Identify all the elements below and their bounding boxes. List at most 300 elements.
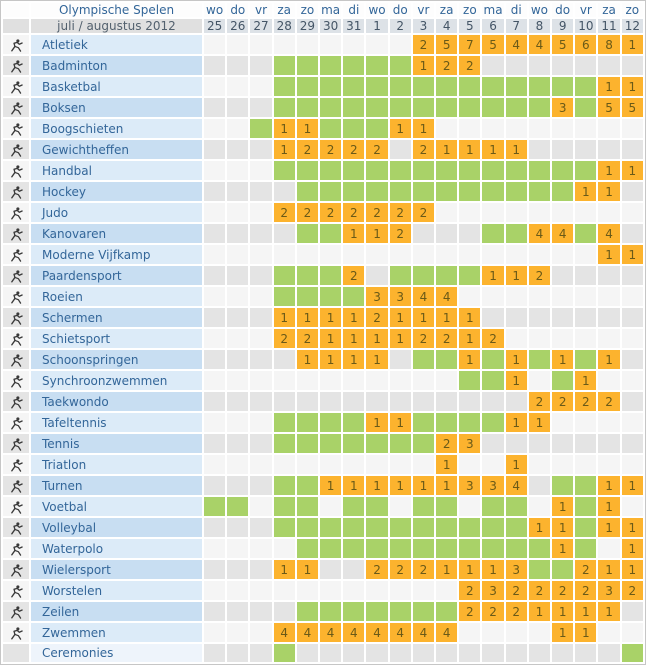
schedule-cell-di7 [506, 245, 527, 264]
schedule-cell-zo12 [622, 455, 643, 474]
schedule-cell-vr3: 1 [413, 308, 434, 327]
schedule-cell-wo1 [366, 602, 387, 621]
triathlon-icon [9, 458, 24, 473]
schedule-cell-ma30 [320, 161, 341, 180]
schedule-cell-ma6 [482, 644, 503, 662]
schedule-cell-do9 [552, 560, 573, 579]
schedule-cell-zo12 [622, 434, 643, 453]
schedule-cell-ma30 [320, 182, 341, 201]
schedule-cell-zo5 [459, 245, 480, 264]
schedule-cell-wo8: 1 [529, 602, 550, 621]
schedule-cell-vr10: 2 [575, 581, 596, 600]
schedule-cell-wo25 [204, 161, 225, 180]
schedule-cell-vr10 [575, 644, 596, 662]
schedule-cell-za4: 1 [436, 560, 457, 579]
swimming-icon [3, 623, 29, 642]
schedule-cell-vr3: 1 [413, 119, 434, 138]
schedule-cell-di7 [506, 182, 527, 201]
table-tennis-icon [9, 416, 24, 431]
schedule-cell-ma6 [482, 98, 503, 117]
schedule-cell-za11 [598, 623, 619, 642]
schedule-cell-zo29 [297, 434, 318, 453]
schedule-cell-zo29 [297, 182, 318, 201]
schedule-cell-do2 [390, 182, 411, 201]
schedule-cell-za4 [436, 497, 457, 516]
schedule-cell-vr27 [250, 203, 271, 222]
schedule-cell-do26 [227, 266, 248, 285]
schedule-cell-za11: 1 [598, 476, 619, 495]
schedule-cell-zo5: 1 [459, 140, 480, 159]
schedule-cell-di7 [506, 98, 527, 117]
diving-icon [3, 350, 29, 369]
schedule-cell-ma30 [320, 434, 341, 453]
wrestling-icon [9, 584, 24, 599]
schedule-cell-di31 [343, 518, 364, 537]
fencing-icon [9, 311, 24, 326]
schedule-cell-zo12 [622, 371, 643, 390]
schedule-cell-za4 [436, 350, 457, 369]
schedule-cell-do26 [227, 560, 248, 579]
schedule-cell-do9 [552, 56, 573, 75]
schedule-cell-vr10: 2 [575, 560, 596, 579]
schedule-cell-wo25 [204, 287, 225, 306]
schedule-cell-wo25 [204, 623, 225, 642]
schedule-cell-za28 [274, 371, 295, 390]
schedule-cell-wo1 [366, 392, 387, 411]
schedule-cell-ma30 [320, 119, 341, 138]
schedule-cell-do2 [390, 98, 411, 117]
schedule-body [3, 35, 643, 662]
schedule-cell-ma30 [320, 497, 341, 516]
schedule-cell-za11 [598, 308, 619, 327]
schedule-cell-di7 [506, 119, 527, 138]
sport-row-schoonspringen [3, 350, 643, 369]
schedule-cell-za4 [436, 413, 457, 432]
schedule-cell-zo12: 1 [622, 161, 643, 180]
schedule-cell-za4 [436, 182, 457, 201]
table-subtitle: juli / augustus 2012 [31, 19, 202, 33]
schedule-cell-zo5 [459, 287, 480, 306]
schedule-cell-wo1 [366, 98, 387, 117]
sport-label: Badminton [31, 56, 202, 75]
schedule-cell-do2: 1 [390, 476, 411, 495]
schedule-cell-do26 [227, 308, 248, 327]
table-title: Olympische Spelen [31, 3, 202, 17]
schedule-cell-di31 [343, 182, 364, 201]
sport-label: Boksen [31, 98, 202, 117]
schedule-cell-wo1: 3 [366, 287, 387, 306]
schedule-cell-vr27 [250, 497, 271, 516]
day-header-ma-6: ma [483, 3, 503, 17]
schedule-cell-za28: 1 [274, 140, 295, 159]
schedule-cell-di7: 1 [506, 371, 527, 390]
schedule-cell-di7 [506, 434, 527, 453]
schedule-cell-wo25 [204, 182, 225, 201]
schedule-cell-za4 [436, 203, 457, 222]
schedule-cell-di31 [343, 497, 364, 516]
schedule-cell-za28 [274, 350, 295, 369]
schedule-cell-za4 [436, 644, 457, 662]
schedule-cell-vr27 [250, 455, 271, 474]
schedule-cell-ma30 [320, 56, 341, 75]
schedule-cell-za11 [598, 455, 619, 474]
schedule-cell-zo12 [622, 602, 643, 621]
sport-label: Waterpolo [31, 539, 202, 558]
schedule-cell-di31 [343, 455, 364, 474]
schedule-cell-do2: 3 [390, 287, 411, 306]
sport-row-worstelen [3, 581, 643, 600]
schedule-cell-di7: 2 [506, 581, 527, 600]
schedule-cell-wo25 [204, 140, 225, 159]
schedule-cell-vr27 [250, 98, 271, 117]
schedule-cell-zo12: 1 [622, 518, 643, 537]
schedule-cell-do2 [390, 266, 411, 285]
sport-row-atletiek [3, 35, 643, 54]
schedule-cell-di31 [343, 581, 364, 600]
schedule-cell-ma6 [482, 224, 503, 243]
schedule-cell-zo12: 1 [622, 560, 643, 579]
schedule-cell-di31: 1 [343, 308, 364, 327]
sport-label: Worstelen [31, 581, 202, 600]
schedule-cell-zo5: 1 [459, 308, 480, 327]
schedule-cell-za4 [436, 392, 457, 411]
sport-label: Volleybal [31, 518, 202, 537]
shooting-icon [3, 329, 29, 348]
schedule-cell-wo8 [529, 560, 550, 579]
day-header-wo-8: wo [529, 3, 550, 17]
schedule-cell-do2 [390, 518, 411, 537]
tennis-icon [9, 437, 24, 452]
schedule-cell-di7 [506, 392, 527, 411]
schedule-cell-wo1 [366, 455, 387, 474]
schedule-cell-vr3: 4 [413, 287, 434, 306]
schedule-cell-ma6 [482, 455, 503, 474]
schedule-cell-za11: 4 [598, 224, 619, 243]
schedule-cell-do9 [552, 203, 573, 222]
schedule-cell-ma6: 5 [482, 35, 503, 54]
schedule-cell-ma30 [320, 602, 341, 621]
schedule-cell-wo1 [366, 161, 387, 180]
schedule-cell-do26 [227, 518, 248, 537]
schedule-cell-wo1 [366, 182, 387, 201]
day-header-za-4: za [436, 3, 457, 17]
schedule-cell-wo1 [366, 434, 387, 453]
schedule-cell-vr27 [250, 476, 271, 495]
schedule-cell-ma30: 2 [320, 140, 341, 159]
schedule-cell-za11 [598, 371, 619, 390]
schedule-cell-vr27 [250, 602, 271, 621]
schedule-cell-za28: 2 [274, 203, 295, 222]
schedule-cell-vr27 [250, 392, 271, 411]
date-header-7: 7 [506, 19, 527, 33]
schedule-cell-ma30 [320, 581, 341, 600]
date-header-2: 2 [390, 19, 411, 33]
schedule-cell-vr3 [413, 497, 434, 516]
schedule-cell-do9 [552, 371, 573, 390]
schedule-cell-wo25 [204, 203, 225, 222]
date-header-27: 27 [250, 19, 271, 33]
schedule-cell-vr3 [413, 350, 434, 369]
sport-row-boogschieten [3, 119, 643, 138]
day-header-zo-29: zo [297, 3, 318, 17]
schedule-cell-zo12 [622, 287, 643, 306]
schedule-cell-do26 [227, 623, 248, 642]
schedule-cell-wo8: 2 [529, 266, 550, 285]
judo-icon [9, 206, 24, 221]
schedule-cell-ma30 [320, 245, 341, 264]
schedule-cell-wo25 [204, 518, 225, 537]
day-header-za-11: za [598, 3, 619, 17]
schedule-cell-do9 [552, 434, 573, 453]
day-header-do-9: do [552, 3, 573, 17]
schedule-cell-vr10 [575, 266, 596, 285]
day-header-zo-5: zo [459, 3, 480, 17]
schedule-cell-ma6: 2 [482, 329, 503, 348]
schedule-cell-do26 [227, 98, 248, 117]
schedule-cell-vr3: 1 [413, 56, 434, 75]
sport-label: Gewichtheffen [31, 140, 202, 159]
day-header-do-26: do [227, 3, 248, 17]
schedule-cell-di7 [506, 518, 527, 537]
schedule-cell-zo12 [622, 392, 643, 411]
schedule-cell-vr27 [250, 245, 271, 264]
sport-label: Zwemmen [31, 623, 202, 642]
sport-row-tennis [3, 434, 643, 453]
schedule-cell-do9 [552, 287, 573, 306]
sport-label: Basketbal [31, 77, 202, 96]
schedule-cell-ma30 [320, 35, 341, 54]
schedule-cell-do2 [390, 539, 411, 558]
sport-row-basketbal [3, 77, 643, 96]
schedule-cell-vr10 [575, 224, 596, 243]
schedule-cell-wo1 [366, 245, 387, 264]
schedule-cell-wo25 [204, 434, 225, 453]
schedule-cell-di7 [506, 161, 527, 180]
schedule-cell-za28 [274, 539, 295, 558]
schedule-cell-ma30 [320, 98, 341, 117]
schedule-cell-vr10 [575, 203, 596, 222]
equestrian-icon [3, 266, 29, 285]
schedule-cell-vr3: 2 [413, 329, 434, 348]
schedule-cell-di7 [506, 77, 527, 96]
sport-label: Zeilen [31, 602, 202, 621]
schedule-cell-do26 [227, 35, 248, 54]
schedule-cell-za4: 2 [436, 56, 457, 75]
schedule-cell-do9: 5 [552, 35, 573, 54]
schedule-cell-vr27 [250, 371, 271, 390]
schedule-cell-di31 [343, 392, 364, 411]
schedule-cell-ma30 [320, 413, 341, 432]
schedule-cell-zo12 [622, 644, 643, 662]
schedule-cell-vr27 [250, 329, 271, 348]
schedule-cell-za4 [436, 161, 457, 180]
equestrian-icon [9, 269, 24, 284]
schedule-cell-zo29 [297, 539, 318, 558]
schedule-cell-zo12: 2 [622, 581, 643, 600]
day-header-wo-25: wo [204, 3, 225, 17]
schedule-cell-wo1 [366, 581, 387, 600]
schedule-cell-zo5 [459, 371, 480, 390]
schedule-cell-zo12 [622, 266, 643, 285]
schedule-cell-wo25 [204, 266, 225, 285]
schedule-cell-ma6: 3 [482, 476, 503, 495]
modern-pentathlon-icon [9, 248, 24, 263]
schedule-cell-di31 [343, 56, 364, 75]
schedule-cell-zo5 [459, 455, 480, 474]
schedule-cell-za11: 2 [598, 392, 619, 411]
schedule-cell-zo5 [459, 539, 480, 558]
schedule-cell-do26 [227, 140, 248, 159]
schedule-cell-za11: 1 [598, 497, 619, 516]
schedule-cell-vr3 [413, 518, 434, 537]
schedule-cell-zo12: 5 [622, 98, 643, 117]
sport-label: Moderne Vijfkamp [31, 245, 202, 264]
schedule-cell-za4 [436, 266, 457, 285]
schedule-cell-wo1: 2 [366, 308, 387, 327]
schedule-cell-do26 [227, 350, 248, 369]
schedule-cell-za4: 1 [436, 455, 457, 474]
schedule-cell-zo29: 2 [297, 203, 318, 222]
synchronized-swimming-icon [3, 371, 29, 390]
schedule-cell-zo12 [622, 140, 643, 159]
schedule-cell-do26 [227, 182, 248, 201]
schedule-cell-do26 [227, 392, 248, 411]
schedule-cell-wo25 [204, 35, 225, 54]
schedule-cell-di31 [343, 287, 364, 306]
schedule-cell-wo8 [529, 98, 550, 117]
schedule-cell-do9: 3 [552, 98, 573, 117]
schedule-cell-vr27 [250, 77, 271, 96]
schedule-cell-wo8: 2 [529, 392, 550, 411]
weightlifting-icon [9, 143, 24, 158]
schedule-cell-do2 [390, 392, 411, 411]
schedule-cell-zo29 [297, 602, 318, 621]
schedule-cell-ma6 [482, 77, 503, 96]
schedule-cell-za11: 1 [598, 161, 619, 180]
cycling-icon [3, 560, 29, 579]
schedule-cell-za28 [274, 287, 295, 306]
schedule-cell-vr10 [575, 434, 596, 453]
schedule-cell-za28: 1 [274, 119, 295, 138]
schedule-cell-do9 [552, 455, 573, 474]
schedule-cell-di31 [343, 644, 364, 662]
schedule-cell-za4 [436, 518, 457, 537]
schedule-cell-zo5 [459, 644, 480, 662]
schedule-cell-do26 [227, 287, 248, 306]
schedule-cell-di7 [506, 203, 527, 222]
schedule-cell-vr3 [413, 224, 434, 243]
schedule-cell-di31 [343, 539, 364, 558]
schedule-cell-ma30: 1 [320, 308, 341, 327]
schedule-cell-di31 [343, 434, 364, 453]
sport-row-roeien [3, 287, 643, 306]
date-header-8: 8 [529, 19, 550, 33]
sport-row-moderne-vijfkamp [3, 245, 643, 264]
schedule-cell-do9 [552, 308, 573, 327]
schedule-cell-za28 [274, 518, 295, 537]
schedule-cell-do9 [552, 266, 573, 285]
schedule-cell-wo8 [529, 497, 550, 516]
hockey-icon [3, 182, 29, 201]
schedule-cell-wo25 [204, 497, 225, 516]
schedule-cell-zo29 [297, 476, 318, 495]
schedule-cell-vr3 [413, 161, 434, 180]
schedule-cell-wo8 [529, 287, 550, 306]
schedule-cell-do9: 1 [552, 539, 573, 558]
sport-row-tafeltennis [3, 413, 643, 432]
schedule-cell-za11: 8 [598, 35, 619, 54]
sport-row-boksen [3, 98, 643, 117]
schedule-cell-di7 [506, 308, 527, 327]
schedule-cell-do2 [390, 350, 411, 369]
schedule-cell-za4: 5 [436, 35, 457, 54]
schedule-cell-ma6: 1 [482, 560, 503, 579]
schedule-cell-zo5 [459, 266, 480, 285]
schedule-cell-zo29: 1 [297, 119, 318, 138]
schedule-cell-ma6 [482, 371, 503, 390]
schedule-cell-do9 [552, 119, 573, 138]
schedule-cell-ma6 [482, 56, 503, 75]
schedule-cell-zo12 [622, 623, 643, 642]
schedule-cell-di7: 1 [506, 350, 527, 369]
schedule-cell-wo1: 1 [366, 476, 387, 495]
schedule-cell-ma6 [482, 287, 503, 306]
schedule-cell-vr10: 1 [575, 602, 596, 621]
schedule-cell-za11 [598, 287, 619, 306]
sport-row-gewichtheffen [3, 140, 643, 159]
schedule-cell-ma6 [482, 203, 503, 222]
schedule-cell-vr10 [575, 518, 596, 537]
schedule-cell-vr10 [575, 539, 596, 558]
schedule-cell-do2 [390, 455, 411, 474]
sport-row-schermen [3, 308, 643, 327]
schedule-cell-zo12: 1 [622, 77, 643, 96]
schedule-cell-zo29: 2 [297, 329, 318, 348]
sport-label: Voetbal [31, 497, 202, 516]
schedule-cell-zo29: 1 [297, 350, 318, 369]
schedule-cell-wo25 [204, 560, 225, 579]
sport-label: Tennis [31, 434, 202, 453]
sport-row-hockey [3, 182, 643, 201]
schedule-cell-zo12 [622, 56, 643, 75]
sport-label: Ceremonies [31, 644, 202, 662]
schedule-cell-wo1 [366, 497, 387, 516]
schedule-cell-do26 [227, 455, 248, 474]
diving-icon [9, 353, 24, 368]
schedule-cell-za11 [598, 329, 619, 348]
schedule-cell-vr27 [250, 413, 271, 432]
schedule-cell-vr10 [575, 350, 596, 369]
schedule-cell-do2 [390, 140, 411, 159]
schedule-cell-do9: 1 [552, 518, 573, 537]
schedule-cell-do9: 1 [552, 497, 573, 516]
sport-row-kanovaren [3, 224, 643, 243]
schedule-cell-wo1: 4 [366, 623, 387, 642]
schedule-cell-zo5: 2 [459, 581, 480, 600]
schedule-cell-za11 [598, 119, 619, 138]
schedule-cell-vr27 [250, 434, 271, 453]
sport-row-waterpolo [3, 539, 643, 558]
schedule-cell-za28 [274, 182, 295, 201]
schedule-cell-wo25 [204, 539, 225, 558]
date-header-10: 10 [575, 19, 596, 33]
schedule-cell-ma6 [482, 182, 503, 201]
schedule-cell-vr10 [575, 476, 596, 495]
schedule-cell-ma6 [482, 623, 503, 642]
schedule-cell-di31 [343, 98, 364, 117]
schedule-cell-za28 [274, 497, 295, 516]
schedule-cell-ma6: 1 [482, 266, 503, 285]
